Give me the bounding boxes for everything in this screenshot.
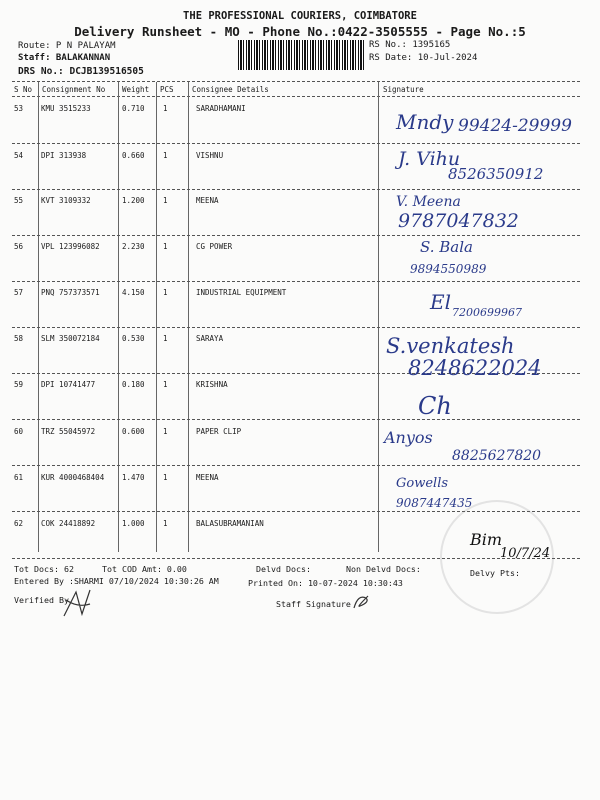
- row-consignee: SARADHAMANI: [196, 104, 246, 113]
- total-docs: Tot Docs: 62: [14, 564, 74, 574]
- row-weight: 1.200: [122, 196, 145, 205]
- row-weight: 0.710: [122, 104, 145, 113]
- row-sno: 61: [14, 473, 24, 482]
- row-pcs: 1: [163, 380, 168, 389]
- row-consignee: CG POWER: [196, 242, 233, 251]
- row-consignment: VPL 123996082: [41, 242, 100, 251]
- non-delivered-docs: Non Delvd Docs:: [346, 564, 421, 574]
- row-pcs: 1: [163, 473, 168, 482]
- rs-number: RS No.: 1395165: [369, 40, 451, 50]
- signature-name: Gowells: [396, 476, 449, 491]
- row-sno: 53: [14, 104, 24, 113]
- signature-phone: 9787047832: [398, 210, 519, 232]
- row-consignment: KUR 4000468404: [41, 473, 105, 482]
- row-weight: 2.230: [122, 242, 145, 251]
- signature-phone: 7200699967: [452, 306, 522, 319]
- signature-date: 10/7/24: [500, 546, 551, 561]
- rs-date: RS Date: 10-Jul-2024: [369, 53, 478, 63]
- runsheet-title: Delivery Runsheet - MO - Phone No.:0422-3505555 - Page No.:5: [74, 24, 526, 39]
- drs-number: DRS No.: DCJB139516505: [18, 66, 144, 77]
- col-pcs: PCS: [160, 85, 174, 94]
- row-pcs: 1: [163, 151, 168, 160]
- row-pcs: 1: [163, 427, 168, 436]
- row-weight: 1.470: [122, 473, 145, 482]
- signature-phone: 99424-29999: [458, 116, 572, 136]
- staff-signature: Staff Signature: [276, 599, 351, 609]
- row-sno: 58: [14, 334, 24, 343]
- row-pcs: 1: [163, 288, 168, 297]
- barcode: [238, 40, 364, 70]
- signature-name: Ch: [418, 392, 452, 420]
- row-pcs: 1: [163, 104, 168, 113]
- signature-phone: 9894550989: [410, 262, 487, 276]
- delivered-docs: Delvd Docs:: [256, 564, 311, 574]
- printed-on: Printed On: 10-07-2024 10:30:43: [248, 578, 403, 588]
- row-sno: 55: [14, 196, 24, 205]
- row-pcs: 1: [163, 334, 168, 343]
- row-consignment: TRZ 55045972: [41, 427, 96, 436]
- row-sno: 56: [14, 242, 24, 251]
- row-consignment: DPI 313938: [41, 151, 87, 160]
- row-consignment: PNQ 757373571: [41, 288, 100, 297]
- row-consignee: VISHNU: [196, 151, 224, 160]
- company-title: THE PROFESSIONAL COURIERS, COIMBATORE: [183, 10, 417, 22]
- signature-name: J. Vihu: [398, 148, 461, 170]
- col-consignment: Consignment No: [42, 85, 106, 94]
- signature-name: El: [430, 290, 451, 314]
- col-consignee: Consignee Details: [192, 85, 269, 94]
- signature-name: S.venkatesh: [386, 334, 515, 358]
- row-consignment: KMU 3515233: [41, 104, 91, 113]
- row-weight: 4.150: [122, 288, 145, 297]
- signature-phone: 8825627820: [452, 448, 542, 464]
- col-weight: Weight: [122, 85, 150, 94]
- row-consignee: MEENA: [196, 473, 219, 482]
- row-sno: 60: [14, 427, 24, 436]
- route: Route: P N PALAYAM: [18, 41, 116, 51]
- signature-name: V. Meena: [396, 194, 461, 210]
- row-consignee: SARAYA: [196, 334, 224, 343]
- row-consignee: BALASUBRAMANIAN: [196, 519, 264, 528]
- staff: Staff: BALAKANNAN: [18, 53, 111, 63]
- row-sno: 57: [14, 288, 24, 297]
- row-sno: 54: [14, 151, 24, 160]
- col-signature: Signature: [383, 85, 424, 94]
- row-sno: 62: [14, 519, 24, 528]
- row-consignee: INDUSTRIAL EQUIPMENT: [196, 288, 287, 297]
- row-weight: 1.000: [122, 519, 145, 528]
- col-sno: S No: [14, 85, 33, 94]
- row-sno: 59: [14, 380, 24, 389]
- signature-name: Anyos: [384, 428, 433, 447]
- row-consignee: PAPER CLIP: [196, 427, 242, 436]
- row-weight: 0.180: [122, 380, 145, 389]
- row-pcs: 1: [163, 519, 168, 528]
- row-weight: 0.660: [122, 151, 145, 160]
- signature-phone: 8526350912: [448, 165, 544, 183]
- row-consignee: MEENA: [196, 196, 219, 205]
- entered-by: Entered By :SHARMI 07/10/2024 10:30:26 AM: [14, 576, 219, 586]
- row-consignee: KRISHNA: [196, 380, 228, 389]
- row-weight: 0.530: [122, 334, 145, 343]
- staff-signature-mark: [350, 590, 374, 612]
- row-weight: 0.600: [122, 427, 145, 436]
- total-cod-amount: Tot COD Amt: 0.00: [102, 564, 187, 574]
- signature-name: Mndy: [396, 110, 454, 134]
- row-pcs: 1: [163, 242, 168, 251]
- row-consignment: COK 24418892: [41, 519, 96, 528]
- signature-phone: 9087447435: [396, 496, 473, 510]
- row-consignment: SLM 350072184: [41, 334, 100, 343]
- verified-by: Verified By: [14, 595, 69, 605]
- signature-name: Bim: [470, 530, 503, 549]
- signature-name: S. Bala: [420, 238, 473, 256]
- row-consignment: DPI 10741477: [41, 380, 96, 389]
- signature-phone: 8248622024: [408, 356, 542, 380]
- row-pcs: 1: [163, 196, 168, 205]
- verified-signature-mark: [60, 586, 94, 622]
- delivery-points: Delvy Pts:: [470, 568, 520, 578]
- row-consignment: KVT 3109332: [41, 196, 91, 205]
